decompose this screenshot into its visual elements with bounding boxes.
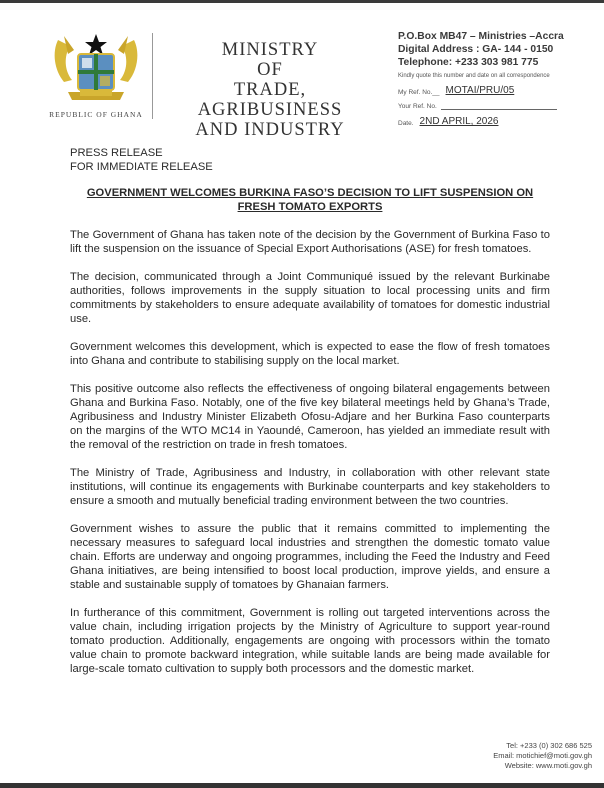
digital-address: Digital Address : GA- 144 - 0150 bbox=[398, 44, 554, 55]
footer-website: Website: www.moti.gov.gh bbox=[504, 761, 592, 770]
footer-tel: Tel: +233 (0) 302 686 525 bbox=[506, 741, 592, 750]
ghana-coat-of-arms-icon bbox=[50, 30, 142, 108]
paragraph: This positive outcome also reflects the effectiveness of ongoing bilateral engagements between Ghana and Burkina Faso. Notably, one of the five key bilateral meetings held by Ghana’s Trade, Agribusiness and Industry Minister Elizabeth Ofosu-Adjare and her Burkina Faso counterparts on the margins of the WTO MC14 in Yaoundé, Cameroon, has yielded an immediate result with the removal of the restriction on trade in fresh tomatoes. bbox=[70, 383, 550, 451]
your-ref-line bbox=[398, 102, 598, 110]
paragraph: Government welcomes this development, which is expected to ease the flow of fresh tomatoes into Ghana and contribute to stabilising supply on the local market. bbox=[70, 341, 550, 367]
paragraph: Government wishes to assure the public that it remains committed to implementing the necessary measures to safeguard local industries and strengthen the domestic tomato value chain. Efforts are underway and ongoing programmes, including the Feed the Industry and Feed Ghana initiatives, are being intensified to boost local production, improve yields, and ensure a stable and sustainable supply of tomatoes by Ghanaian farmers. bbox=[70, 523, 550, 591]
date-line bbox=[398, 116, 598, 127]
paragraph: In furtherance of this commitment, Government is rolling out targeted interventions across the value chain, including irrigation projects by the Ministry of Agriculture to support year-round tomato production. Additionally, engagements are ongoing with processors within the tomato value chain to promote backward integration, while suitable lands are being made available for large-scale tomato cultivation to supply both processors and the domestic market. bbox=[70, 607, 550, 675]
my-ref-label: My Ref. No.__ bbox=[398, 89, 440, 96]
my-ref-line bbox=[398, 85, 598, 96]
date-value: 2ND APRIL, 2026 bbox=[419, 116, 499, 127]
crest-caption: REPUBLIC OF GHANA bbox=[49, 110, 143, 119]
ministry-name bbox=[160, 40, 380, 140]
coat-of-arms bbox=[38, 30, 154, 122]
press-release-label: PRESS RELEASE bbox=[70, 147, 163, 159]
paragraph: The Government of Ghana has taken note of the decision by the Government of Burkina Faso to lift the suspension on the issuance of Special Export Authorisations (ASE) for fresh tomatoes. bbox=[70, 229, 550, 255]
date-label: Date. bbox=[398, 120, 414, 127]
bottom-border bbox=[0, 783, 604, 788]
immediate-release-label: FOR IMMEDIATE RELEASE bbox=[70, 161, 213, 173]
letterhead-divider bbox=[152, 33, 153, 119]
ministry-line: TRADE, AGRIBUSINESS bbox=[197, 80, 343, 120]
top-border bbox=[0, 0, 604, 3]
ministry-line: AND INDUSTRY bbox=[195, 120, 345, 140]
headline: GOVERNMENT WELCOMES BURKINA FASO’S DECISION TO LIFT SUSPENSION ON FRESH TOMATO EXPORTS bbox=[86, 187, 534, 213]
press-release-body bbox=[70, 146, 550, 676]
contact-block bbox=[398, 30, 598, 127]
ministry-line: OF bbox=[257, 60, 283, 80]
quote-note: Kindly quote this number and date on all correspondence bbox=[398, 73, 550, 79]
paragraph: The decision, communicated through a Joint Communiqué issued by the relevant Burkinabe authorities, follows improvements in the supply situation to local processing units and firm commitments by stakeholders to ensure adequate availability of tomatoes for domestic industrial use. bbox=[70, 271, 550, 325]
ministry-line: MINISTRY bbox=[221, 40, 319, 60]
your-ref-blank bbox=[441, 102, 557, 110]
po-box: P.O.Box MB47 – Ministries –Accra bbox=[398, 31, 564, 42]
footer-contact bbox=[493, 741, 592, 771]
your-ref-label: Your Ref. No. bbox=[398, 103, 437, 110]
my-ref-value: MOTAI/PRU/05 bbox=[445, 85, 515, 96]
paragraph: The Ministry of Trade, Agribusiness and Industry, in collaboration with other relevant state institutions, will continue its engagements with Burkinabe counterparts and key stakeholders to ensure a smooth and mutually beneficial trading environment between the two countries. bbox=[70, 467, 550, 507]
footer-email: Email: motichief@moti.gov.gh bbox=[493, 751, 592, 760]
telephone: Telephone: +233 303 981 775 bbox=[398, 57, 539, 68]
